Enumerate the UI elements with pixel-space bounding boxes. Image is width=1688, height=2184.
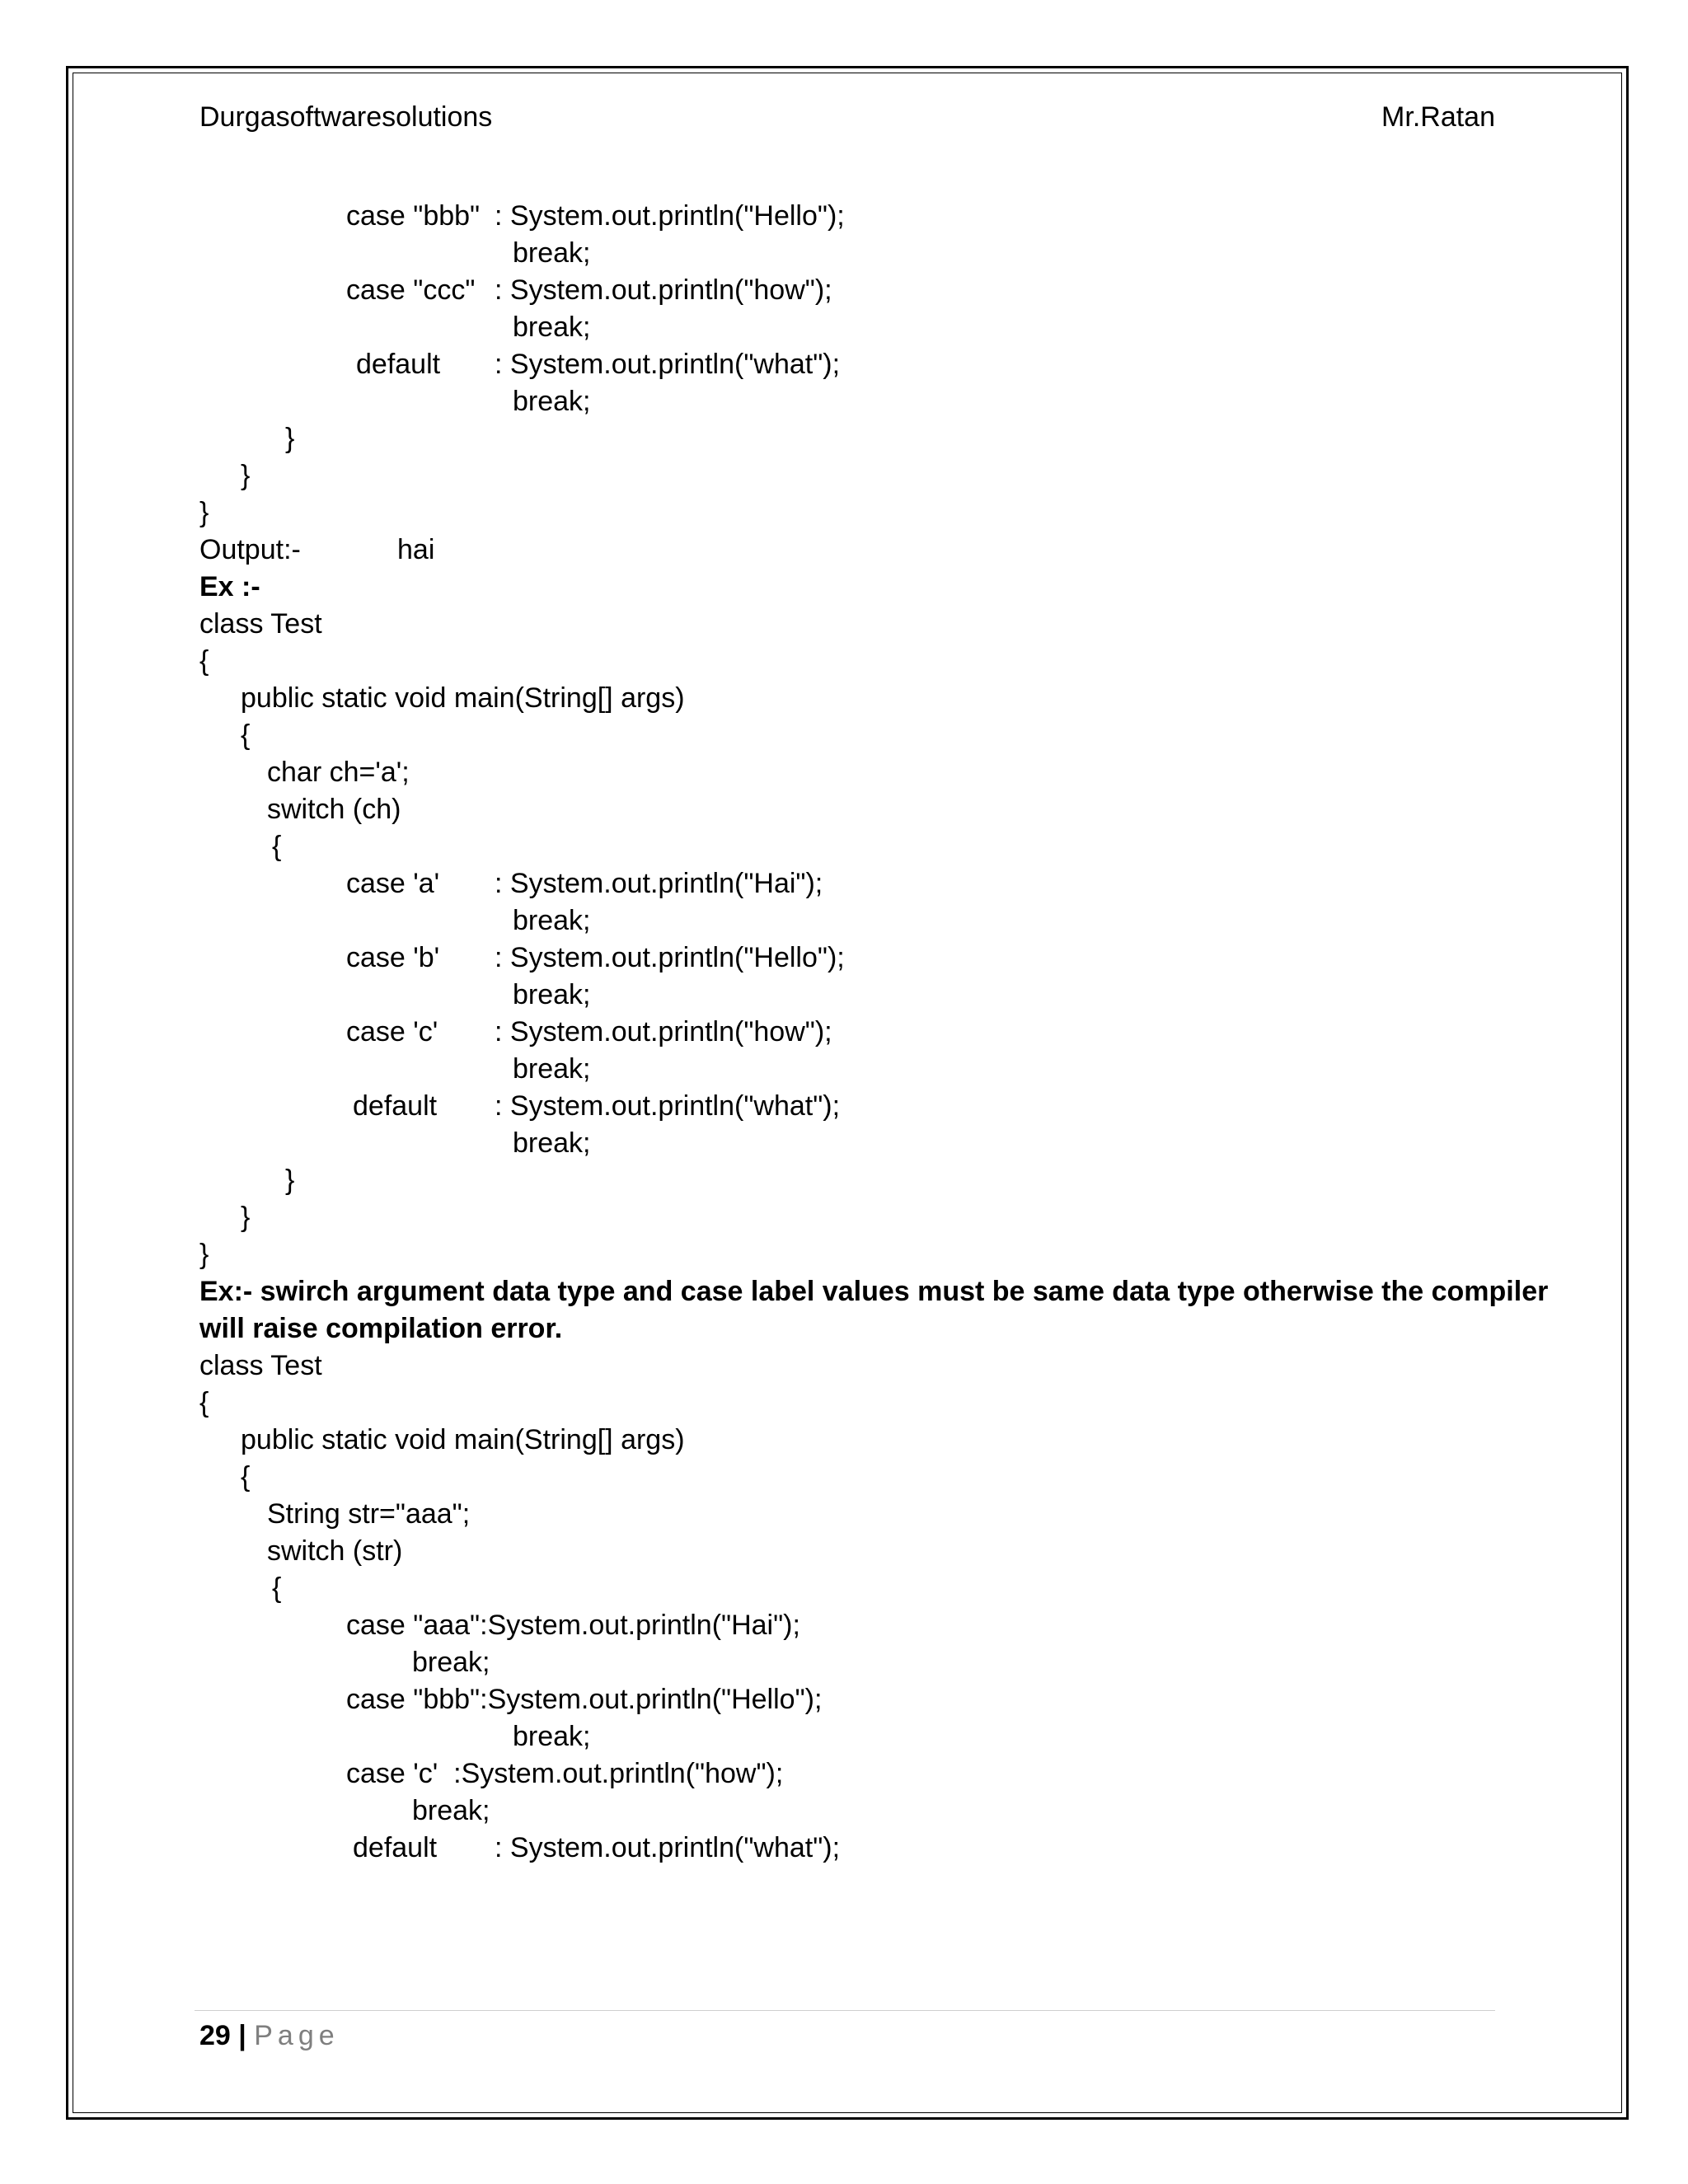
code-text: {: [199, 1387, 209, 1418]
code-text: break;: [513, 905, 591, 936]
code-line: [199, 940, 1495, 977]
code-line: [199, 1088, 1495, 1125]
code-line: [199, 1162, 1495, 1199]
code-text: switch (str): [267, 1535, 403, 1567]
code-text: }: [241, 460, 251, 491]
code-listing: [199, 198, 1549, 1867]
code-line: [199, 902, 1495, 940]
code-text: case 'c' :System.out.println("how");: [346, 1758, 784, 1789]
code-text: {: [199, 645, 209, 677]
code-text: default: [356, 349, 441, 380]
code-text: case "ccc": [346, 274, 476, 306]
code-text: {: [272, 831, 282, 862]
code-text: case "bbb": [346, 200, 481, 232]
code-line: [199, 1793, 1495, 1830]
code-text: will raise compilation error.: [199, 1313, 563, 1344]
page-number: 29: [199, 2020, 231, 2051]
code-line: [199, 235, 1495, 272]
header-company: Durgasoftwaresolutions: [199, 101, 493, 133]
code-line: [199, 346, 1495, 383]
code-statement: : System.out.println("what");: [495, 1832, 841, 1863]
code-line: [199, 1830, 1495, 1867]
code-text: break;: [412, 1647, 490, 1678]
code-text: }: [199, 497, 209, 528]
code-text: break;: [513, 979, 591, 1010]
code-text: }: [285, 423, 295, 454]
code-line: [199, 1755, 1495, 1793]
code-line: [199, 494, 1495, 532]
code-text: public static void main(String[] args): [241, 682, 685, 714]
code-text: public static void main(String[] args): [241, 1424, 685, 1455]
code-line: [199, 606, 1495, 643]
code-line: [199, 383, 1495, 420]
code-line: [199, 1681, 1495, 1718]
code-text: Output:-: [199, 534, 301, 565]
code-line: [199, 1644, 1495, 1681]
code-text: case 'c': [346, 1016, 438, 1047]
page-footer: [199, 2018, 340, 2054]
code-text: case "aaa":System.out.println("Hai");: [346, 1610, 800, 1641]
code-text: break;: [513, 1721, 591, 1752]
code-statement: hai: [397, 534, 435, 565]
code-line: [199, 1570, 1495, 1607]
code-line: [199, 791, 1495, 828]
code-text: {: [241, 1461, 251, 1493]
code-text: Ex:- swirch argument data type and case label values must be same data type otherwise the compiler: [199, 1276, 1549, 1307]
code-statement: : System.out.println("how");: [495, 274, 832, 306]
code-statement: : System.out.println("Hai");: [495, 868, 823, 899]
code-text: class Test: [199, 608, 322, 640]
page-label: Page: [254, 2020, 340, 2051]
code-text: {: [272, 1572, 282, 1604]
code-text: case 'a': [346, 868, 440, 899]
code-text: case 'b': [346, 942, 440, 973]
code-statement: : System.out.println("Hello");: [495, 200, 845, 232]
code-line: [199, 1718, 1495, 1755]
code-line: [199, 1533, 1495, 1570]
code-text: break;: [513, 1053, 591, 1085]
code-line: [199, 420, 1495, 457]
code-line: [199, 754, 1495, 791]
code-line: [199, 977, 1495, 1014]
code-line: [199, 532, 1495, 569]
code-line: [199, 457, 1495, 494]
code-text: switch (ch): [267, 794, 401, 825]
code-text: {: [241, 719, 251, 751]
footer-divider: [195, 2010, 1495, 2011]
code-line: [199, 1607, 1495, 1644]
code-text: }: [199, 1239, 209, 1270]
code-line: [199, 1422, 1495, 1459]
code-line: [199, 1496, 1495, 1533]
code-text: String str="aaa";: [267, 1498, 471, 1530]
code-text: break;: [513, 237, 591, 269]
code-line: [199, 828, 1495, 865]
code-line: [199, 1014, 1495, 1051]
code-line: [199, 1385, 1495, 1422]
code-line: [199, 1273, 1549, 1310]
code-text: Ex :-: [199, 571, 260, 602]
code-text: default: [353, 1090, 438, 1122]
code-text: char ch='a';: [267, 757, 410, 788]
code-text: break;: [513, 1127, 591, 1159]
code-text: class Test: [199, 1350, 322, 1381]
code-line: [199, 1310, 1495, 1347]
code-line: [199, 865, 1495, 902]
code-line: [199, 198, 1495, 235]
page-header: [199, 99, 1495, 135]
code-line: [199, 569, 1495, 606]
code-line: [199, 680, 1495, 717]
code-text: }: [241, 1202, 251, 1233]
code-text: break;: [412, 1795, 490, 1826]
code-text: break;: [513, 312, 591, 343]
footer-separator: |: [238, 2020, 246, 2051]
code-line: [199, 717, 1495, 754]
code-text: case "bbb":System.out.println("Hello");: [346, 1684, 823, 1715]
code-line: [199, 1459, 1495, 1496]
code-statement: : System.out.println("what");: [495, 349, 841, 380]
code-line: [199, 1236, 1495, 1273]
code-line: [199, 643, 1495, 680]
code-line: [199, 1347, 1495, 1385]
header-author: Mr.Ratan: [1381, 101, 1495, 133]
code-line: [199, 1125, 1495, 1162]
code-statement: : System.out.println("how");: [495, 1016, 832, 1047]
code-statement: : System.out.println("Hello");: [495, 942, 845, 973]
code-text: default: [353, 1832, 438, 1863]
code-text: break;: [513, 386, 591, 417]
code-line: [199, 1051, 1495, 1088]
code-text: }: [285, 1165, 295, 1196]
code-line: [199, 309, 1495, 346]
code-line: [199, 272, 1495, 309]
code-statement: : System.out.println("what");: [495, 1090, 841, 1122]
code-line: [199, 1199, 1495, 1236]
